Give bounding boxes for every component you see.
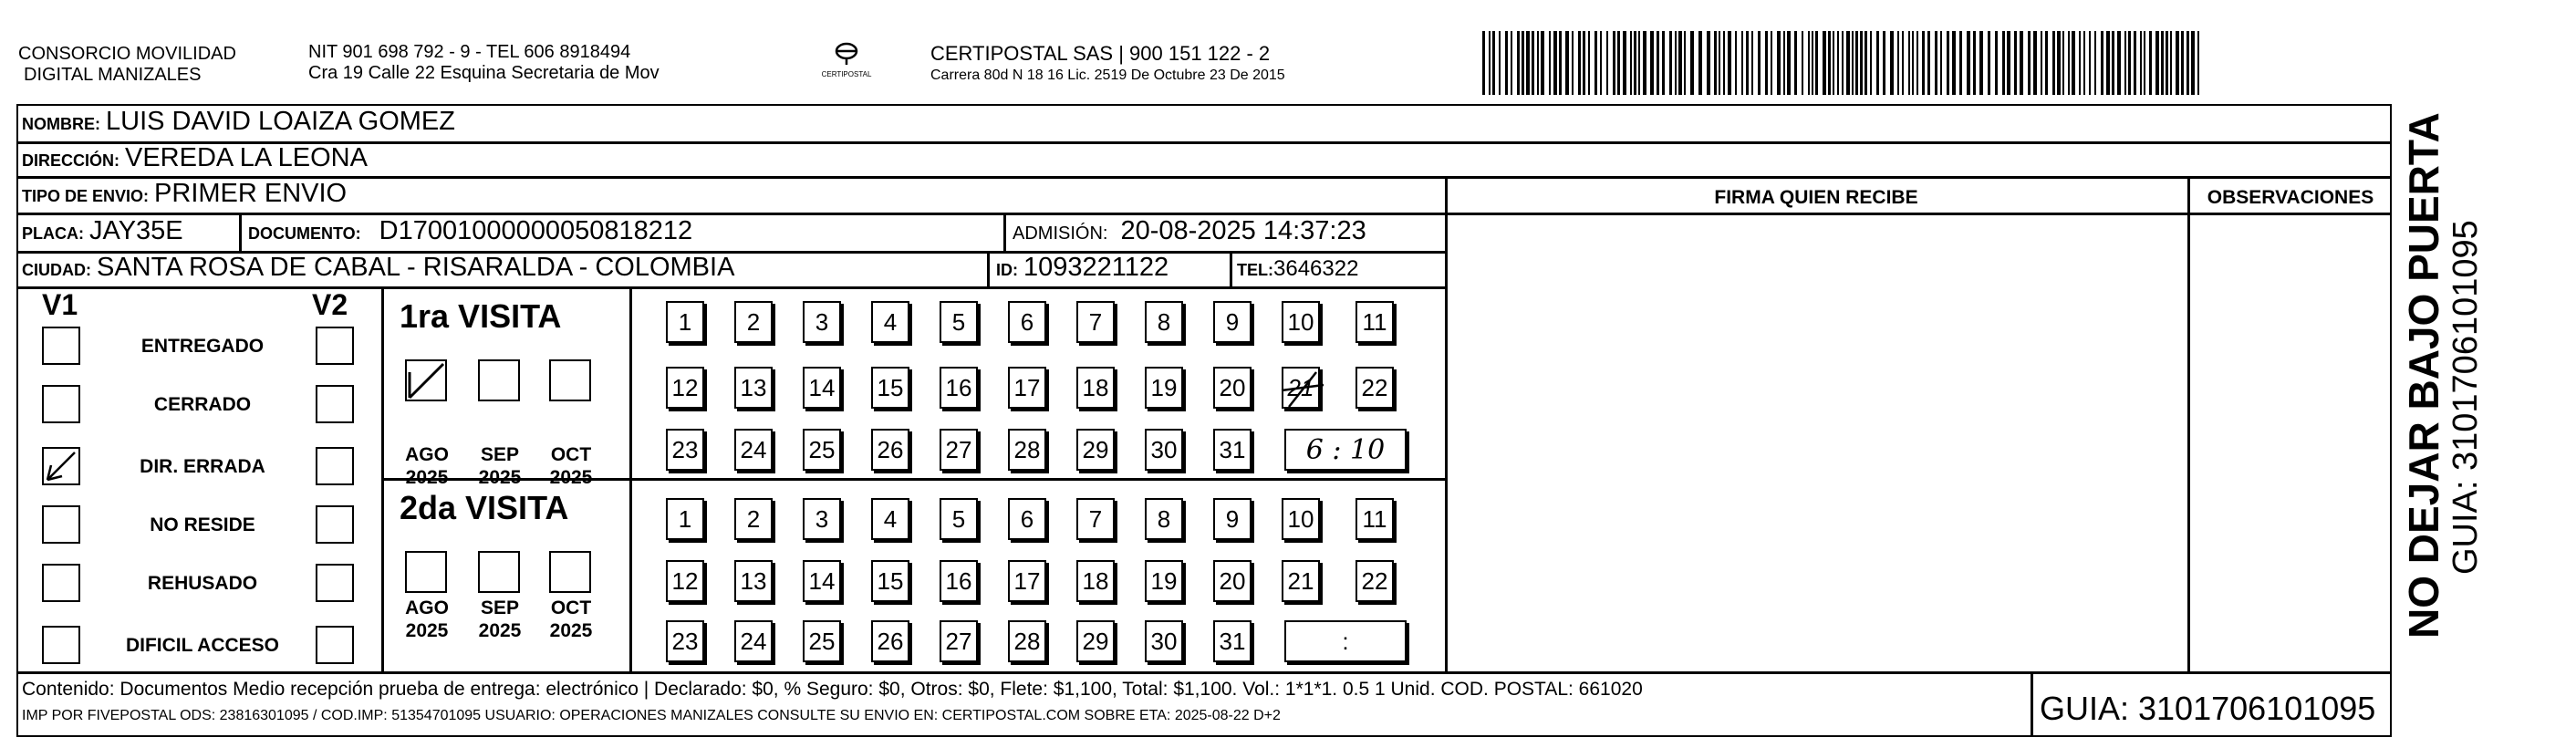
id-label: ID: [996,261,1018,279]
row-divider [16,213,1447,215]
direccion-label: DIRECCIÓN: [22,151,119,170]
day-box[interactable]: 30 [1145,620,1183,662]
day-box[interactable]: 2 [734,498,773,540]
ciudad-value: SANTA ROSA DE CABAL - RISARALDA - COLOMBIA [97,253,735,282]
day-box[interactable]: 24 [734,620,773,662]
day-box[interactable]: 21 [1282,560,1320,602]
tipo-envio-value: PRIMER ENVIO [154,179,348,208]
firma-left-border [1445,176,1448,673]
company-line-2: DIGITAL MANIZALES [24,65,202,85]
placa-value: JAY35E [89,216,183,245]
day-box[interactable]: 13 [734,367,773,409]
documento-admision-divider [1003,213,1006,251]
day-box[interactable]: 29 [1076,429,1115,471]
day-box[interactable]: 28 [1008,620,1046,662]
day-box[interactable]: 16 [940,560,978,602]
status-label: NO RESIDE [150,514,255,535]
status-label: ENTREGADO [140,336,265,357]
month-label: SEP 2025 [478,444,522,488]
day-box[interactable]: 1 [666,498,704,540]
v2-label: V2 [312,288,348,321]
ciudad-id-divider [987,251,990,286]
day-box[interactable]: 17 [1008,367,1046,409]
v2-checkbox[interactable] [316,327,354,365]
documento-label: DOCUMENTO: [248,224,361,243]
v1-checkbox[interactable] [42,447,80,485]
strike-mark-icon [1280,367,1325,412]
day-box[interactable]: 4 [871,498,909,540]
day-box[interactable]: 27 [940,620,978,662]
day-box[interactable]: 7 [1076,498,1115,540]
day-box[interactable]: 31 [1213,620,1252,662]
day-box[interactable]: 22 [1356,560,1394,602]
day-box[interactable]: 12 [666,367,704,409]
day-box[interactable]: 12 [666,560,704,602]
day-box[interactable]: 11 [1356,301,1394,343]
v2-checkbox[interactable] [316,385,354,423]
day-box[interactable]: 8 [1145,498,1183,540]
day-box[interactable]: 26 [871,429,909,471]
day-box[interactable]: 27 [940,429,978,471]
certipostal-logo [810,40,883,78]
day-box[interactable]: 5 [940,301,978,343]
day-box[interactable]: 19 [1145,367,1183,409]
nombre-field [22,107,455,137]
day-box[interactable]: 15 [871,560,909,602]
day-box[interactable]: 31 [1213,429,1252,471]
month-label: AGO 2025 [405,597,449,641]
day-box[interactable]: 9 [1213,301,1252,343]
day-box[interactable]: 25 [803,620,841,662]
tel-label: TEL: [1237,261,1273,279]
day-box[interactable]: 9 [1213,498,1252,540]
barcode [1482,31,2212,95]
tipo-envio-label: TIPO DE ENVIO: [22,187,150,205]
footer-guia-divider [2031,671,2033,737]
day-box[interactable]: 24 [734,429,773,471]
admision-value: 20-08-2025 14:37:23 [1120,216,1366,245]
id-value: 1093221122 [1023,253,1169,282]
footer-guia: GUIA: 3101706101095 [2040,690,2376,727]
v1-checkbox[interactable] [42,564,80,602]
day-box[interactable]: 22 [1356,367,1394,409]
second-visit-title: 2da VISITA [400,489,569,526]
time-value: 6 : 10 [1305,433,1386,466]
footer-contenido: Contenido: Documentos Medio recepción prueba de entrega: electrónico | Declarado: $0, % Seguro: $0, Otros: $0, Flete: $1,100, Total: $1,100. Vol.: 1*1*1. 0.5 1 Unid. COD. POSTAL: 661020 [22,679,1643,700]
direccion-field [22,143,368,173]
day-box[interactable]: 3 [803,498,841,540]
placa-documento-divider [239,213,242,251]
day-box[interactable]: 23 [666,429,704,471]
observaciones-header: OBSERVACIONES [2207,187,2374,208]
status-label: DIR. ERRADA [140,456,265,477]
day-box[interactable]: 20 [1213,367,1252,409]
month-checkbox[interactable] [478,551,520,593]
day-box[interactable]: 30 [1145,429,1183,471]
day-box[interactable]: 26 [871,620,909,662]
footer-imp-line: IMP POR FIVEPOSTAL ODS: 23816301095 / COD.IMP: 51354701095 USUARIO: OPERACIONES MANIZALES CONSULTE SU ENVIO EN: CERTIPOSTAL.COM SOBRE ETA: 2025-08-22 D+2 [22,708,1281,723]
month-checkbox[interactable] [405,551,447,593]
day-box[interactable]: 15 [871,367,909,409]
v1-checkbox[interactable] [42,327,80,365]
day-box[interactable]: 18 [1076,367,1115,409]
month-label: OCT 2025 [549,444,593,488]
day-box[interactable]: 16 [940,367,978,409]
observaciones-left-border [2187,176,2190,673]
company-line-1: CONSORCIO MOVILIDAD [18,44,236,64]
month-checkbox[interactable] [549,359,591,401]
v1-checkbox[interactable] [42,505,80,544]
check-mark-icon [44,449,78,483]
nit-line: NIT 901 698 792 - 9 - TEL 606 8918494 [308,42,631,62]
status-label: DIFICIL ACCESO [125,635,279,656]
documento-field [248,216,692,246]
courier-address: Carrera 80d N 18 16 Lic. 2519 De Octubre 23 De 2015 [930,68,1285,83]
tel-value: 3646322 [1273,256,1359,281]
v2-checkbox[interactable] [316,447,354,485]
day-number: 21 [1287,373,1314,401]
id-field [996,253,1169,283]
footer-divider [16,671,2392,674]
day-box[interactable]: 3 [803,301,841,343]
day-box[interactable]: 14 [803,367,841,409]
day-box[interactable]: 23 [666,620,704,662]
day-box[interactable]: 29 [1076,620,1115,662]
day-box[interactable]: 2 [734,301,773,343]
month-label: OCT 2025 [549,597,593,641]
day-box[interactable]: 6 [1008,498,1046,540]
v1-checkbox[interactable] [42,385,80,423]
admision-label: ADMISIÓN: [1013,223,1108,244]
ciudad-field [22,253,734,283]
time-box[interactable] [1284,620,1407,662]
company-details [308,42,660,84]
logo-caption: CERTIPOSTAL [821,70,872,78]
courier-info [930,42,1285,84]
day-box[interactable]: 19 [1145,560,1183,602]
v2-checkbox[interactable] [316,505,354,544]
month-checkbox[interactable] [405,359,447,401]
time-value: : [1342,627,1349,655]
day-box[interactable]: 20 [1213,560,1252,602]
month-label: SEP 2025 [478,597,522,641]
day-box[interactable]: 4 [871,301,909,343]
side-guia: GUIA: 3101706101095 [2446,220,2485,575]
placa-field [22,216,183,246]
placa-label: PLACA: [22,224,84,243]
tel-field [1237,256,1358,282]
nombre-label: NOMBRE: [22,115,100,133]
row-divider [16,176,2392,179]
row-divider [16,286,1447,289]
day-box[interactable]: 6 [1008,301,1046,343]
time-box[interactable] [1284,429,1407,471]
day-box[interactable]: 11 [1356,498,1394,540]
tipo-envio-field [22,179,347,209]
status-label: REHUSADO [147,573,258,594]
ciudad-label: CIUDAD: [22,261,91,279]
day-box[interactable]: 10 [1282,301,1320,343]
day-box[interactable]: 28 [1008,429,1046,471]
firma-header: FIRMA QUIEN RECIBE [1714,187,1918,208]
courier-line: CERTIPOSTAL SAS | 900 151 122 - 2 [930,42,1271,65]
v1-label: V1 [42,288,78,321]
address-line: Cra 19 Calle 22 Esquina Secretaria de Mov [308,63,660,83]
status-label: CERRADO [153,394,252,415]
certipostal-logo-icon [831,40,862,66]
id-tel-divider [1230,251,1232,286]
month-checkbox[interactable] [478,359,520,401]
day-box[interactable]: 17 [1008,560,1046,602]
day-box[interactable]: 10 [1282,498,1320,540]
day-box[interactable]: 25 [803,429,841,471]
admision-field [1013,216,1366,246]
day-box[interactable]: 18 [1076,560,1115,602]
documento-value: D17001000000050818212 [379,216,693,245]
v2-checkbox[interactable] [316,564,354,602]
day-box[interactable]: 8 [1145,301,1183,343]
company-name [18,44,236,86]
v2-checkbox[interactable] [316,626,354,664]
day-box[interactable]: 7 [1076,301,1115,343]
day-box[interactable]: 14 [803,560,841,602]
day-box[interactable]: 1 [666,301,704,343]
check-mark-icon [407,361,445,400]
day-box[interactable]: 5 [940,498,978,540]
row-divider [1445,213,2392,215]
row-divider [16,141,2392,144]
day-box[interactable]: 13 [734,560,773,602]
side-notice: NO DEJAR BAJO PUERTA [2400,112,2447,639]
first-visit-title: 1ra VISITA [400,297,562,335]
v1-checkbox[interactable] [42,626,80,664]
direccion-value: VEREDA LA LEONA [125,143,368,172]
day-box[interactable] [1282,367,1320,409]
month-checkbox[interactable] [549,551,591,593]
month-label: AGO 2025 [405,444,449,488]
nombre-value: LUIS DAVID LOAIZA GOMEZ [106,107,455,136]
